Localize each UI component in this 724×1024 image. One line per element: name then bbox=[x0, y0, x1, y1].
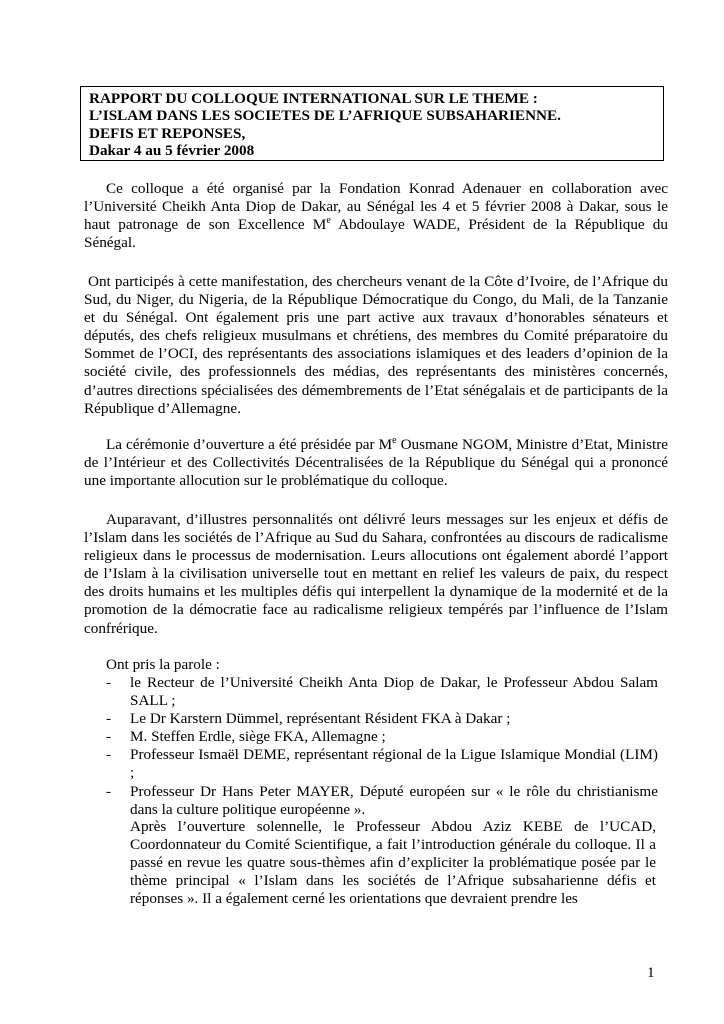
speakers-list bbox=[102, 674, 658, 819]
paragraph-organisation bbox=[84, 180, 668, 252]
paragraph-participants bbox=[84, 273, 668, 418]
list-item bbox=[102, 783, 658, 819]
title-line-4: Dakar 4 au 5 février 2008 bbox=[89, 142, 255, 160]
title-box bbox=[80, 86, 664, 161]
paragraph-participants-text: Ont participés à cette manifestation, des chercheurs venant de la Côte d’Ivoire, de l’Afrique du Sud, du Niger, du Nigeria, de la République Démocratique du Congo, du Mali, de la Tanzanie et du Sénégal. Ont également pris une part active aux travaux d’honorables sénateurs et députés, des chefs religieux musulmans et chrétiens, des membres du Comité préparatoire du Sommet de l’OCI, des représentants des associations islamiques et des leaders d’opinion de la société civile, des professionnels des médias, des représentants des ministères concernés, d’autres directions spécialisées des démembrements de l’Etat sénégalais et de participants de la République d’Allemagne. bbox=[84, 273, 668, 417]
paragraph-ceremony-text-a: La cérémonie d’ouverture a été présidée par M bbox=[106, 436, 393, 453]
paragraph-ceremony-superscript: e bbox=[392, 434, 397, 446]
list-item-text: Professeur Ismaël DEME, représentant régional de la Ligue Islamique Mondial (LIM) ; bbox=[130, 746, 658, 782]
list-dash: - bbox=[106, 782, 112, 800]
title-line-2: L’ISLAM DANS LES SOCIETES DE L’AFRIQUE SUBSAHARIENNE. bbox=[89, 107, 561, 125]
list-dash: - bbox=[106, 710, 112, 728]
paragraph-organisation-text-b: Abdoulaye WADE, Président de la République du Sénégal. bbox=[84, 216, 668, 252]
list-item-text: Le Dr Karstern Dümmel, représentant Résident FKA à Dakar ; bbox=[130, 710, 511, 728]
list-item bbox=[102, 746, 658, 782]
paragraph-organisation-text-a: Ce colloque a été organisé par la Fondation Konrad Adenauer en collaboration avec l’Université Cheikh Anta Diop de Dakar, au Sénégal les 4 et 5 février 2008 à Dakar, sous le haut patronage de son Excellence M bbox=[84, 180, 668, 234]
speakers-intro: Ont pris la parole : bbox=[106, 656, 220, 673]
list-item bbox=[102, 710, 658, 728]
paragraph-opening-summary: Après l’ouverture solennelle, le Professeur Abdou Aziz KEBE de l’UCAD, Coordonnateur du Comité Scientifique, a fait l’introduction générale du colloque. Il a passé en revue les quatre sous-thèmes afin d’expliciter la problématique posée par le thème principal « l’Islam dans les sociétés de l’Afrique subsaharienne défis et réponses ». Il a également cerné les orientations que devraient prendre les bbox=[130, 818, 656, 908]
list-item bbox=[102, 728, 658, 746]
list-item-text: le Recteur de l’Université Cheikh Anta Diop de Dakar, le Professeur Abdou Salam SALL ; bbox=[130, 674, 658, 710]
paragraph-personalities-text: Auparavant, d’illustres personnalités ont délivré leurs messages sur les enjeux et défis de l’Islam dans les sociétés de l’Afrique au Sud du Sahara, confrontées au discours de radicalisme religieux dans le processus de modernisation. Leurs allocutions ont également abordé l’apport de l’Islam à la civilisation universelle tout en mettant en relief les valeurs de paix, du respect des droits humains et les multiples défis qui interpellent la dynamique de la modernité et de la promotion de la démocratie face au radicalisme religieux tempérés par l’influence de l’Islam confrérique. bbox=[84, 511, 668, 637]
page-number: 1 bbox=[647, 964, 655, 981]
title-line-1: RAPPORT DU COLLOQUE INTERNATIONAL SUR LE THEME : bbox=[89, 90, 538, 107]
list-dash: - bbox=[106, 746, 112, 764]
list-item bbox=[102, 674, 658, 710]
paragraph-organisation-superscript: e bbox=[326, 215, 331, 227]
paragraph-ceremony-text-b: Ousmane NGOM, Ministre d’Etat, Ministre de l’Intérieur et des Collectivités Décentralisées de la République du Sénégal qui a prononcé une importante allocution sur le problématique du colloque. bbox=[84, 436, 669, 490]
list-item-text: M. Steffen Erdle, siège FKA, Allemagne ; bbox=[130, 728, 386, 746]
paragraph-personalities bbox=[84, 511, 668, 638]
title-line-3: DEFIS ET REPONSES, bbox=[89, 124, 246, 142]
paragraph-ceremony bbox=[84, 436, 668, 490]
list-item-text: Professeur Dr Hans Peter MAYER, Député européen sur « le rôle du christianisme dans la culture politique européenne ». bbox=[130, 782, 658, 818]
list-dash: - bbox=[106, 728, 112, 746]
list-dash: - bbox=[106, 674, 112, 691]
